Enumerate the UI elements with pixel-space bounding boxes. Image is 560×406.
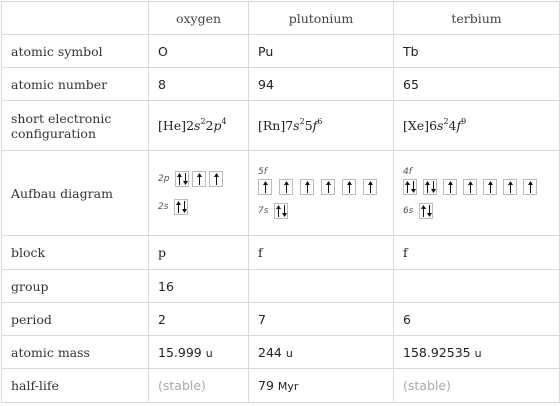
orbital-label: 7s: [258, 206, 269, 216]
row-label: atomic mass: [2, 336, 149, 369]
aufbau-terbium: [403, 167, 550, 219]
cell-oxygen-aufbau: [149, 151, 249, 236]
cell-plutonium-config: $[Rn]7s^25f^6$: [249, 101, 394, 151]
cell-terbium-number: 65: [394, 68, 560, 101]
orbital-box: [279, 179, 293, 195]
spin-up-arrow-icon: [508, 181, 513, 193]
orbital-box: [174, 199, 188, 215]
cell-terbium-group: [394, 270, 560, 303]
cell-oxygen-halflife: (stable): [149, 369, 249, 403]
row-label-line2: configuration: [11, 125, 96, 141]
cell-oxygen-block: p: [149, 236, 249, 270]
cell-terbium-halflife: (stable): [394, 369, 560, 403]
aufbau-oxygen: [158, 171, 239, 215]
cell-oxygen-group: 16: [149, 270, 249, 303]
spin-up-arrow-icon: [276, 205, 281, 217]
element-comparison-table: [1, 1, 560, 403]
orbital-box: [419, 203, 433, 219]
orbital-box: [443, 179, 457, 195]
row-electronic-configuration: [2, 101, 560, 151]
orbital-row-upper: [258, 179, 384, 195]
cell-oxygen-mass: 15.999 u: [149, 336, 249, 369]
row-atomic-symbol: [2, 35, 560, 68]
cell-oxygen-number: 8: [149, 68, 249, 101]
orbital-box: [192, 171, 206, 187]
cell-plutonium-mass: 244 u: [249, 336, 394, 369]
header-corner: [2, 2, 149, 35]
orbital-label: 2s: [158, 202, 169, 212]
spin-down-arrow-icon: [182, 201, 187, 213]
orbital-box: [483, 179, 497, 195]
spin-down-arrow-icon: [282, 205, 287, 217]
orbital-box: [363, 179, 377, 195]
row-label: period: [2, 303, 149, 336]
orbital-box: [209, 171, 223, 187]
header-oxygen: oxygen: [149, 2, 249, 35]
orbital-box: [258, 179, 272, 195]
spin-up-arrow-icon: [405, 181, 410, 193]
spin-up-arrow-icon: [263, 181, 268, 193]
header-plutonium: plutonium: [249, 2, 394, 35]
cell-terbium-aufbau: [394, 151, 560, 236]
cell-plutonium-block: f: [249, 236, 394, 270]
orbital-row-lower: [158, 199, 239, 215]
aufbau-plutonium: [258, 167, 384, 219]
orbital-row-lower: [403, 203, 550, 219]
row-atomic-number: [2, 68, 560, 101]
orbital-box: [175, 171, 189, 187]
spin-up-arrow-icon: [347, 181, 352, 193]
spin-up-arrow-icon: [468, 181, 473, 193]
orbital-row-upper: [158, 171, 239, 187]
orbital-box: [523, 179, 537, 195]
spin-up-arrow-icon: [488, 181, 493, 193]
spin-down-arrow-icon: [431, 181, 436, 193]
row-label: half-life: [2, 369, 149, 403]
orbital-label: 5f: [258, 167, 267, 177]
spin-down-arrow-icon: [183, 173, 188, 185]
orbital-box: [342, 179, 356, 195]
cell-terbium-mass: 158.92535 u: [394, 336, 560, 369]
row-label: [2, 101, 149, 151]
spin-up-arrow-icon: [197, 173, 202, 185]
cell-terbium-symbol: Tb: [394, 35, 560, 68]
row-aufbau-diagram: [2, 151, 560, 236]
row-group: [2, 270, 560, 303]
spin-up-arrow-icon: [421, 205, 426, 217]
cell-plutonium-aufbau: [249, 151, 394, 236]
spin-up-arrow-icon: [448, 181, 453, 193]
cell-terbium-block: f: [394, 236, 560, 270]
spin-up-arrow-icon: [214, 173, 219, 185]
row-label-line1: short electronic: [11, 110, 112, 126]
spin-up-arrow-icon: [425, 181, 430, 193]
orbital-box: [403, 179, 417, 195]
orbital-box: [300, 179, 314, 195]
spin-up-arrow-icon: [326, 181, 331, 193]
row-label: block: [2, 236, 149, 270]
spin-up-arrow-icon: [177, 173, 182, 185]
cell-plutonium-halflife: 79 Myr: [249, 369, 394, 403]
row-label: atomic number: [2, 68, 149, 101]
header-row: [2, 2, 560, 35]
row-label: atomic symbol: [2, 35, 149, 68]
spin-up-arrow-icon: [176, 201, 181, 213]
spin-up-arrow-icon: [305, 181, 310, 193]
orbital-label: 6s: [403, 206, 414, 216]
cell-terbium-config: $[Xe]6s^24f^9$: [394, 101, 560, 151]
cell-plutonium-symbol: Pu: [249, 35, 394, 68]
spin-up-arrow-icon: [284, 181, 289, 193]
spin-up-arrow-icon: [528, 181, 533, 193]
header-terbium: terbium: [394, 2, 560, 35]
spin-up-arrow-icon: [368, 181, 373, 193]
row-period: [2, 303, 560, 336]
orbital-row-upper: [403, 179, 550, 195]
orbital-box: [463, 179, 477, 195]
orbital-box: [423, 179, 437, 195]
cell-oxygen-config: $[He]2s^22p^4$: [149, 101, 249, 151]
cell-terbium-period: 6: [394, 303, 560, 336]
orbital-label: 4f: [403, 167, 412, 177]
row-label: Aufbau diagram: [2, 151, 149, 236]
cell-oxygen-period: 2: [149, 303, 249, 336]
orbital-label: 2p: [158, 174, 170, 184]
cell-oxygen-symbol: O: [149, 35, 249, 68]
row-block: [2, 236, 560, 270]
cell-plutonium-number: 94: [249, 68, 394, 101]
orbital-box: [503, 179, 517, 195]
cell-plutonium-group: [249, 270, 394, 303]
orbital-box: [321, 179, 335, 195]
orbital-row-lower: [258, 203, 384, 219]
spin-down-arrow-icon: [427, 205, 432, 217]
cell-plutonium-period: 7: [249, 303, 394, 336]
row-half-life: [2, 369, 560, 403]
row-label: group: [2, 270, 149, 303]
row-atomic-mass: [2, 336, 560, 369]
spin-down-arrow-icon: [411, 181, 416, 193]
orbital-box: [274, 203, 288, 219]
